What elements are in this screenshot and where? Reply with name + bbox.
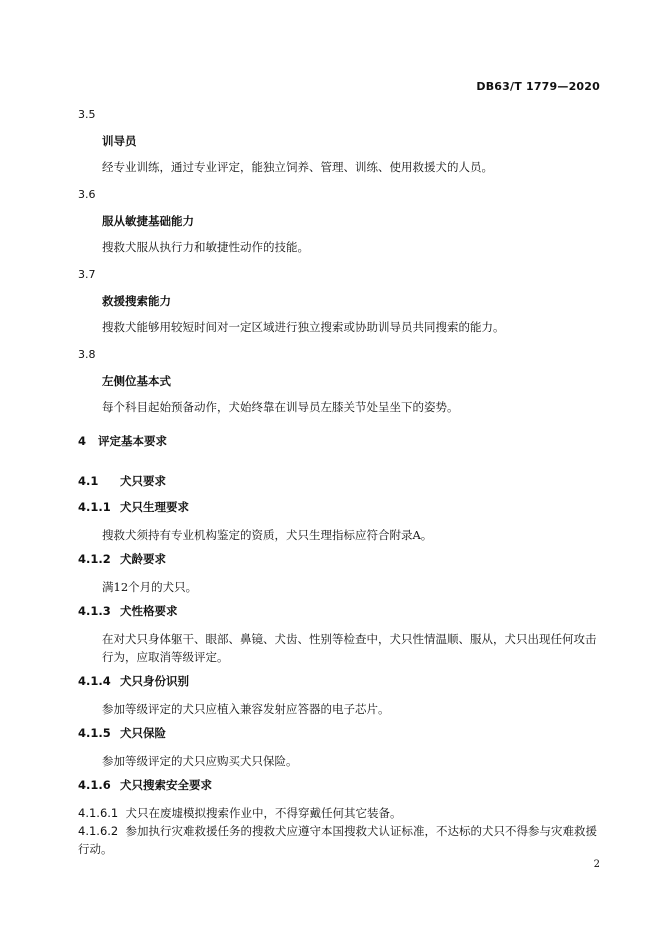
- clause-text: 参加等级评定的犬只应植入兼容发射应答器的电子芯片。: [102, 702, 390, 716]
- clause-title: 犬只身份识别: [120, 674, 189, 688]
- term-number: 3.8: [78, 348, 96, 361]
- clause-text: 搜救犬须持有专业机构鉴定的资质，犬只生理指标应符合附录A。: [102, 528, 433, 542]
- clause-4-1-3: [78, 604, 600, 666]
- clause-title: 犬只生理要求: [120, 500, 189, 514]
- document-code: DB63/T 1779—2020: [476, 80, 600, 93]
- clause-number: 4.1.4: [78, 674, 111, 688]
- term-definition: 搜救犬能够用较短时间对一定区域进行独立搜索或协助训导员共同搜索的能力。: [102, 320, 505, 334]
- page-number: 2: [593, 859, 600, 870]
- clause-4-1-5: [78, 726, 600, 770]
- section-title: 评定基本要求: [98, 434, 167, 448]
- clause-heading: [78, 604, 600, 630]
- item-text: 犬只在废墟模拟搜索作业中，不得穿戴任何其它装备。: [125, 806, 402, 820]
- clause-title: 犬只搜索安全要求: [120, 778, 212, 792]
- subsection-heading: [78, 474, 600, 500]
- clause-heading: [78, 552, 600, 578]
- subsection-number: 4.1: [78, 474, 99, 488]
- clause-number: 4.1.1: [78, 500, 111, 514]
- term-title: 救援搜索能力: [102, 294, 171, 308]
- term-definition: 每个科目起始预备动作，犬始终靠在训导员左膝关节处呈坐下的姿势。: [102, 400, 459, 414]
- term-definition: 经专业训练，通过专业评定，能独立饲养、管理、训练、使用救援犬的人员。: [102, 160, 493, 174]
- list-item: [78, 822, 600, 858]
- clause-number: 4.1.5: [78, 726, 111, 740]
- clause-heading: [78, 500, 600, 526]
- clause-4-1-1: [78, 500, 600, 544]
- clause-text: 满12个月的犬只。: [102, 580, 198, 594]
- term-definition: 搜救犬服从执行力和敏捷性动作的技能。: [102, 240, 309, 254]
- clause-text: 在对犬只身体躯干、眼部、鼻镜、犬齿、性别等检查中，犬只性情温顺、服从，犬只出现任何攻击行为，应取消等级评定。: [102, 632, 597, 664]
- term-title: 训导员: [102, 134, 137, 148]
- list-item: [78, 804, 600, 822]
- page-content: [78, 108, 600, 858]
- clause-title: 犬龄要求: [120, 552, 166, 566]
- clause-title: 犬只保险: [120, 726, 166, 740]
- clause-heading: [78, 726, 600, 752]
- term-number: 3.5: [78, 108, 96, 121]
- clause-heading: [78, 674, 600, 700]
- clause-number: 4.1.3: [78, 604, 111, 618]
- item-number: 4.1.6.1: [78, 806, 119, 820]
- term-number: 3.6: [78, 188, 96, 201]
- clause-heading: [78, 778, 600, 804]
- item-text: 参加执行灾难救援任务的搜救犬应遵守本国搜救犬认证标准，不达标的犬只不得参与灾难救援行动。: [78, 824, 598, 856]
- section-heading: [78, 434, 600, 474]
- item-number: 4.1.6.2: [78, 824, 119, 838]
- clause-number: 4.1.2: [78, 552, 111, 566]
- subsection-title: 犬只要求: [120, 474, 166, 488]
- term-title: 服从敏捷基础能力: [102, 214, 194, 228]
- clause-title: 犬性格要求: [120, 604, 178, 618]
- term-title: 左侧位基本式: [102, 374, 171, 388]
- clause-4-1-2: [78, 552, 600, 596]
- term-number: 3.7: [78, 268, 96, 281]
- term-3-7: [78, 268, 600, 348]
- section-number: 4: [78, 434, 87, 448]
- clause-4-1-4: [78, 674, 600, 718]
- clause-number: 4.1.6: [78, 778, 111, 792]
- term-3-6: [78, 188, 600, 268]
- clause-text: 参加等级评定的犬只应购买犬只保险。: [102, 754, 298, 768]
- term-3-5: [78, 108, 600, 188]
- term-3-8: [78, 348, 600, 428]
